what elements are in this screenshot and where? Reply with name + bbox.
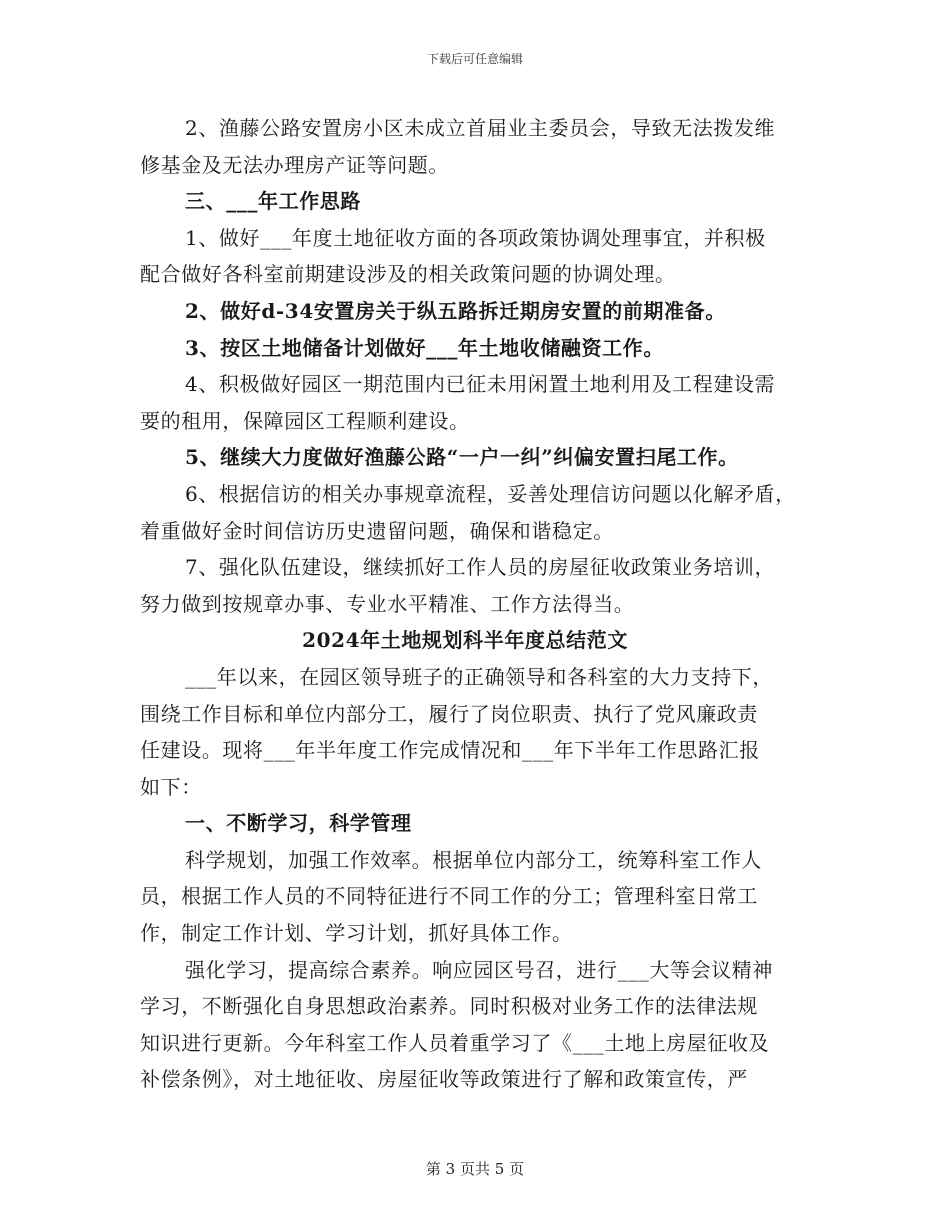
paragraph-line: ___年以来，在园区领导班子的正确领导和各科室的大力支持下，: [185, 664, 773, 689]
paragraph-line: 作，制定工作计划、学习计划，抓好具体工作。: [140, 921, 573, 946]
section-heading-line: 5、继续大力度做好渔藤公路“一户一纠”纠偏安置扫尾工作。: [185, 445, 739, 470]
paragraph-line: 4、积极做好园区一期范围内已征未用闲置土地利用及工程建设需: [185, 372, 776, 397]
section-heading-line: 2、做好d-34安置房关于纵五路拆迁期房安置的前期准备。: [185, 298, 726, 323]
paragraph-line: 6、根据信访的相关办事规章流程，妥善处理信访问题以化解矛盾，: [185, 481, 796, 506]
paragraph-line: 修基金及无法办理房产证等问题。: [140, 152, 449, 177]
paragraph-line: 围绕工作目标和单位内部分工，履行了岗位职责、执行了党风廉政责: [140, 701, 758, 726]
page-header: 下载后可任意编辑: [426, 52, 523, 66]
paragraph-line: 学习，不断强化自身思想政治素养。同时积极对业务工作的法律法规: [140, 994, 758, 1019]
paragraph-line: 配合做好各科室前期建设涉及的相关政策问题的协调处理。: [140, 262, 676, 287]
document-title: 2024年土地规划科半年度总结范文: [302, 628, 628, 653]
paragraph-line: 任建设。现将___年半年度工作完成情况和___年下半年工作思路汇报: [140, 738, 760, 763]
page-footer: 第 3 页共 5 页: [425, 1160, 525, 1178]
paragraph-line: 要的租用，保障园区工程顺利建设。: [140, 408, 470, 433]
paragraph-line: 补偿条例》，对土地征收、房屋征收等政策进行了解和政策宣传，严: [140, 1067, 748, 1092]
paragraph-line: 知识进行更新。今年科室工作人员着重学习了《___土地上房屋征收及: [140, 1030, 770, 1055]
paragraph-line: 着重做好金时间信访历史遗留问题，确保和谐稳定。: [140, 518, 614, 543]
paragraph-line: 员，根据工作人员的不同特征进行不同工作的分工；管理科室日常工: [140, 884, 758, 909]
section-heading-line: 一、不断学习，科学管理: [185, 811, 412, 836]
paragraph-line: 努力做到按规章办事、专业水平精准、工作方法得当。: [140, 591, 635, 616]
section-heading-line: 三、___年工作思路: [185, 189, 361, 214]
paragraph-line: 如下：: [140, 774, 202, 799]
paragraph-line: 7、强化队伍建设，继续抓好工作人员的房屋征收政策业务培训，: [185, 555, 776, 580]
document-body: [140, 110, 820, 1098]
paragraph-line: 强化学习，提高综合素养。响应园区号召，进行___大等会议精神: [185, 957, 773, 982]
section-heading-line: 3、按区土地储备计划做好___年土地收储融资工作。: [185, 335, 664, 360]
paragraph-line: 1、做好___年度土地征收方面的各项政策协调处理事宜，并积极: [185, 225, 766, 250]
paragraph-line: 2、渔藤公路安置房小区未成立首届业主委员会，导致无法拨发维: [185, 116, 776, 140]
paragraph-line: 科学规划，加强工作效率。根据单位内部分工，统筹科室工作人: [185, 847, 762, 872]
